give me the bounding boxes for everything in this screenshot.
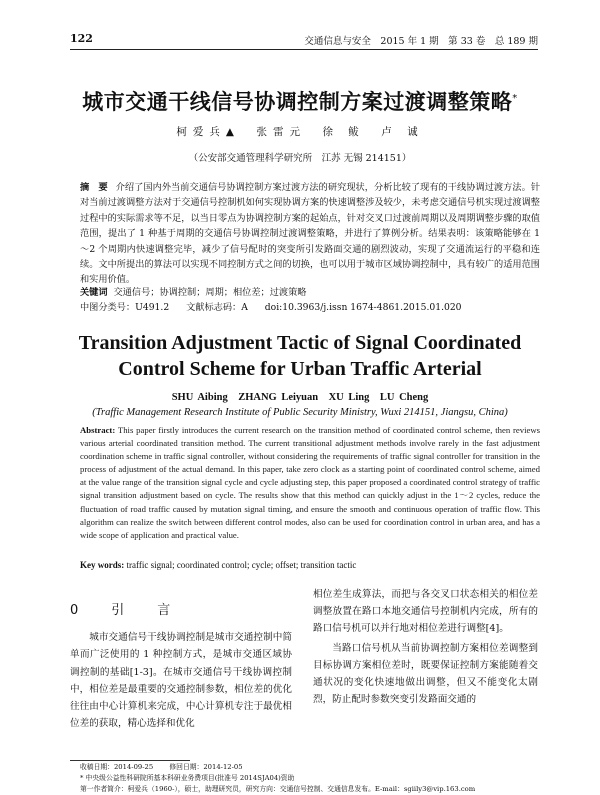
- title-chinese: [60, 86, 540, 116]
- title-footnote-mark: *: [512, 93, 518, 104]
- footnote-author: 第一作者简介：柯爱兵（1960-），硕士，助理研究员，研究方向：交通信号控制、交通信息发布。E-mail：sgiily3@vip.163.com: [80, 785, 476, 793]
- journal-info: 交通信息与安全 2015 年 1 期 第 33 卷 总 189 期: [304, 36, 538, 47]
- document-code: 文献标志码：A: [186, 302, 248, 313]
- body-paragraph-continued: 相位差生成算法，而把与各交叉口状态相关的相位差调整放置在路口本地交通信号控制机内完成，所有的路口信号机可以并行地对相位差进行调整[4]。: [313, 589, 538, 635]
- authors-english: SHU Aibing ZHANG Leiyuan XU Ling LU Cheng: [171, 392, 429, 403]
- abstract-chinese-text: 介绍了国内外当前交通信号协调控制方案过渡方法的研究现状，分析比较了现有的干线协调过渡方法。针对当前过渡调整方法对于交通信号控制机如何实现协调方案的快速调整涉及较少，未考虑交通信号机实现过渡调整过程中的实际需求等不足，以当日零点为协调控制方案的起始点，针对交叉口过渡前周期以及周期调整步骤的取值范围，提出了 1 种基于周期的交通信号协调控制过渡调整策略，并进行了算例分析。结果表明：该策略能够在 1～2 个周期内快速调整完毕，减少了信号配时的突变所引发路面交通的剧烈波动，实现了交通流运行的平稳和连续。文中所提出的算法可以实现不同控制方式之间的切换，也可以用于城市区域协调控制中，具有较广的适用范围和实用价值。: [80, 182, 541, 286]
- title-chinese-text: 城市交通干线信号协调控制方案过渡调整策略: [82, 90, 513, 114]
- title-english: Transition Adjustment Tactic of Signal Coordinated Control Scheme for Urban Traffic Arterial: [78, 332, 522, 380]
- affiliation-chinese: （公安部交通管理科学研究所 江苏 无锡 214151）: [188, 153, 412, 164]
- keywords-chinese-label: 关键词: [80, 287, 108, 298]
- keywords-chinese: [80, 284, 540, 298]
- received-date: 收稿日期：2014-09-25: [80, 763, 154, 771]
- section-heading: 0 引 言: [70, 603, 181, 618]
- page-number: 122: [70, 32, 93, 45]
- abstract-english: [80, 424, 540, 542]
- footnote-fund: * 中央级公益性科研院所基本科研业务费项目(批准号 2014SJA04)资助: [80, 774, 295, 782]
- authors-chinese: 柯爱兵▲ 张雷元 徐 鲅 卢 诚: [176, 126, 424, 138]
- running-header: [70, 32, 538, 48]
- keywords-english: [80, 560, 540, 570]
- revised-date: 修回日期：2014-12-05: [169, 763, 243, 771]
- body-column-right: [313, 586, 538, 708]
- abstract-english-text: This paper firstly introduces the current research on the transition method of coordinated control scheme, then reviews various arterial coordinated transition method. The current transitional adjustment methods involve rarely in the fast adjustment coordination scheme in traffic signal controller, without considering the requirements of traffic signal controller for transition in the process of adjustment of the actual demand. In this paper, take zero clock as a starting point of coordinated control scheme, aimed at the value range of the transition signal cycle and cycle adjusting step, this paper proposed a coordinated control strategy of traffic signal transition adjustment based on cycle. The results show that this method can quickly adjust in the 1～2 cycles, reduce the fluctuation of road traffic caused by mutation signal timing, and ensure the smooth and continuous operation of traffic flow. This algorithm can realize the switch between different control modes, also can be used for coordination control in urban area, and has a wide scope of application and practical value.: [80, 425, 541, 540]
- keywords-english-label: Key words:: [80, 560, 125, 570]
- clc-number: 中图分类号：U491.2: [80, 302, 170, 313]
- body-paragraph: 城市交通信号干线协调控制是城市交通控制中简单而广泛使用的 1 种控制方式，是城市交通区域协调控制的基础[1-3]。在城市交通信号干线协调控制中，相位差是最重要的交通控制参数，相位差的优化往往由中心计算机来完成，中心计算机专注于最优相位差的获取，精心选择和优化: [70, 632, 292, 730]
- classification-line: [80, 299, 540, 313]
- abstract-chinese-label: 摘 要: [80, 182, 108, 193]
- header-rule: [70, 49, 538, 50]
- abstract-chinese: [80, 180, 540, 288]
- body-paragraph: 当路口信号机从当前协调控制方案相位差调整到目标协调方案相位差时，既要保证控制方案能随着交通状况的变化快速地做出调整，但又不能变化太剧烈，防止配时参数突变引发路面交通的: [313, 642, 538, 706]
- doi: doi:10.3963/j.issn 1674-4861.2015.01.020: [264, 302, 462, 313]
- abstract-english-label: Abstract:: [80, 425, 116, 435]
- body-column-left: [70, 586, 292, 732]
- affiliation-english: (Traffic Management Research Institute of Public Security Ministry, Wuxi 214151, Jiangsu, China): [92, 407, 508, 418]
- footnote-rule: [70, 760, 190, 761]
- footnote-dates: [80, 762, 550, 773]
- keywords-chinese-text: 交通信号；协调控制；周期；相位差；过渡策略: [113, 287, 307, 298]
- keywords-english-text: traffic signal; coordinated control; cycle; offset; transition tactic: [126, 560, 357, 570]
